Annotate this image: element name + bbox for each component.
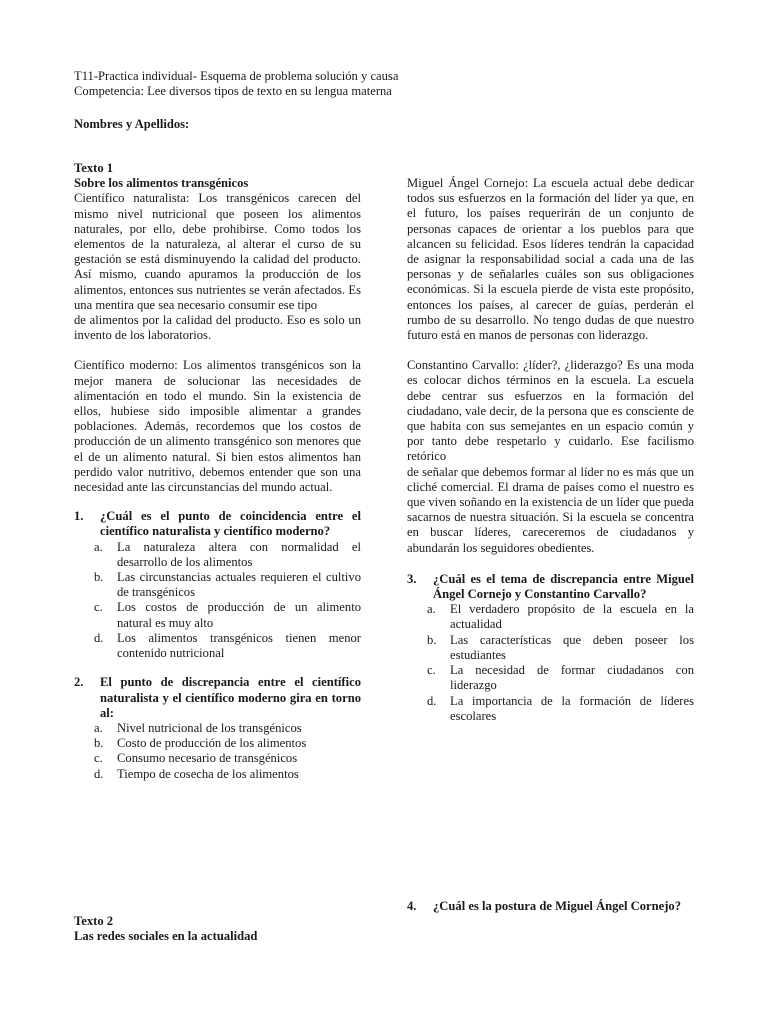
option-letter: b. bbox=[427, 632, 437, 647]
left-column bbox=[74, 161, 361, 782]
question-1 bbox=[74, 509, 361, 539]
option-b bbox=[94, 736, 361, 751]
option-letter: c. bbox=[94, 751, 103, 766]
texto2-title: Las redes sociales en la actualidad bbox=[74, 929, 258, 944]
question-text: ¿Cuál es el punto de coincidencia entre el científico naturalista y científico moderno? bbox=[100, 509, 361, 539]
option-a bbox=[94, 721, 361, 736]
option-text: Los alimentos transgénicos tienen menor contenido nutricional bbox=[117, 630, 361, 661]
question-3 bbox=[407, 572, 694, 602]
texto1-title: Sobre los alimentos transgénicos bbox=[74, 176, 249, 191]
question-4-row bbox=[407, 899, 694, 914]
question-2 bbox=[74, 675, 361, 721]
option-a bbox=[427, 602, 694, 632]
right-column bbox=[407, 176, 694, 724]
option-letter: b. bbox=[94, 570, 104, 585]
question-text: El punto de discrepancia entre el científico naturalista y el científico moderno gira en torno al: bbox=[100, 675, 361, 720]
question-text: ¿Cuál es la postura de Miguel Ángel Cornejo? bbox=[433, 899, 682, 913]
option-text: El verdadero propósito de la escuela en la actualidad bbox=[450, 602, 694, 632]
texto2-section bbox=[74, 914, 361, 944]
option-letter: a. bbox=[427, 602, 436, 617]
question-text: ¿Cuál es el tema de discrepancia entre Miguel Ángel Cornejo y Constantino Carvallo? bbox=[433, 571, 694, 602]
naturalist-paragraph-end: de alimentos por la calidad del producto. Eso es solo un invento de los laboratorios. bbox=[74, 313, 361, 343]
option-letter: d. bbox=[94, 766, 104, 781]
option-a bbox=[94, 540, 361, 570]
option-letter: a. bbox=[94, 720, 103, 735]
question-number: 1. bbox=[74, 509, 84, 524]
question-number: 4. bbox=[407, 899, 417, 913]
document-header bbox=[74, 69, 694, 99]
option-letter: b. bbox=[94, 736, 104, 751]
option-text: Tiempo de cosecha de los alimentos bbox=[117, 766, 299, 781]
option-d bbox=[427, 694, 694, 724]
option-b bbox=[427, 633, 694, 663]
texto2-heading: Texto 2 bbox=[74, 914, 114, 928]
option-d bbox=[94, 631, 361, 661]
option-text: La importancia de la formación de líderes escolares bbox=[450, 693, 694, 723]
question-4 bbox=[407, 899, 694, 914]
option-letter: c. bbox=[427, 663, 436, 678]
option-c bbox=[427, 663, 694, 693]
option-b bbox=[94, 570, 361, 600]
option-text: Las circunstancias actuales requieren el cultivo de transgénicos bbox=[117, 570, 361, 600]
question-number: 3. bbox=[407, 571, 417, 586]
question-3-options bbox=[427, 602, 694, 724]
competency-line: Competencia: Lee diversos tipos de texto en su lengua materna bbox=[74, 84, 392, 99]
option-c bbox=[94, 751, 361, 766]
option-text: Consumo necesario de transgénicos bbox=[117, 751, 298, 766]
assignment-title: T11-Practica individual- Esquema de problema solución y causa bbox=[74, 69, 399, 83]
names-label: Nombres y Apellidos: bbox=[74, 117, 190, 131]
carvallo-paragraph: Constantino Carvallo: ¿líder?, ¿liderazgo? Es una moda es colocar dichos términos en la escuela. La escuela debe centrar sus esfuerzos en la formación del ciudadano, vale decir, de la persona que es consciente de que habita con sus semejantes en un espacio común y por tanto debe respetarlo y cuidarlo. Ese facilismo retórico bbox=[407, 358, 694, 464]
question-1-options bbox=[94, 540, 361, 662]
option-text: Nivel nutricional de los transgénicos bbox=[117, 720, 302, 735]
option-text: Los costos de producción de un alimento natural es muy alto bbox=[117, 600, 361, 630]
option-letter: a. bbox=[94, 539, 103, 554]
option-text: La necesidad de formar ciudadanos con liderazgo bbox=[450, 663, 694, 693]
option-text: Costo de producción de los alimentos bbox=[117, 736, 307, 751]
carvallo-paragraph-end: de señalar que debemos formar al líder no es más que un cliché comercial. El drama de países como el nuestro es que viven soñando en la existencia de un líder que pueda sacarnos de nuestra situación. Si la escuela se concentra en buscar líderes, careceremos de ciudadanos y abundarán los seguidores obedientes. bbox=[407, 464, 694, 555]
cornejo-paragraph: Miguel Ángel Cornejo: La escuela actual debe dedicar todos sus esfuerzos en la formación del líder ya que, en el futuro, los países requerirán de un conjunto de personas capaces de orientar a los pueblos para que alcancen su felicidad. Esos líderes tendrán la capacidad de asignar la responsabilidad social a cada una de las personas y de señalarles cuáles son sus obligaciones económicas. Si la escuela pierde de vista este propósito, entonces los países, al carecer de guías, perderán el rumbo de su desarrollo. No tengo dudas de que nuestro futuro está en manos de personas con liderazgo. bbox=[407, 176, 694, 343]
option-c bbox=[94, 600, 361, 630]
option-d bbox=[94, 767, 361, 782]
option-text: La naturaleza altera con normalidad el desarrollo de los alimentos bbox=[117, 539, 361, 569]
naturalist-paragraph: Científico naturalista: Los transgénicos carecen del mismo nivel nutricional que poseen los alimentos naturales, por ello, debe prohibirse. Como todos los elementos de la naturaleza, al alterar el curso de su gestación se está disminuyendo la calidad del producto. Así mismo, cuando apuramos la producción de los alimentos, entonces sus nutrientes se verán afectados. Es una mentira que sea necesario consumir ese tipo bbox=[74, 191, 361, 312]
texto1-heading: Texto 1 bbox=[74, 161, 114, 175]
question-number: 2. bbox=[74, 675, 84, 690]
modern-scientist-paragraph: Científico moderno: Los alimentos transgénicos son la mejor manera de solucionar las necesidades de alimentación en todo el mundo. Sin la existencia de ellos, hubiese sido imposible alimentar a grandes poblaciones. Además, recordemos que los costos de producción de un alimento transgénico son menores que el de un alimento natural. Si bien estos alimentos han perdido valor nutritivo, debemos entender que son una necesidad ante las circunstancias del mundo actual. bbox=[74, 358, 361, 495]
option-text: Las características que deben poseer los estudiantes bbox=[450, 632, 694, 662]
question-2-options bbox=[94, 721, 361, 782]
option-letter: d. bbox=[94, 630, 104, 645]
option-letter: c. bbox=[94, 600, 103, 615]
option-letter: d. bbox=[427, 693, 437, 708]
